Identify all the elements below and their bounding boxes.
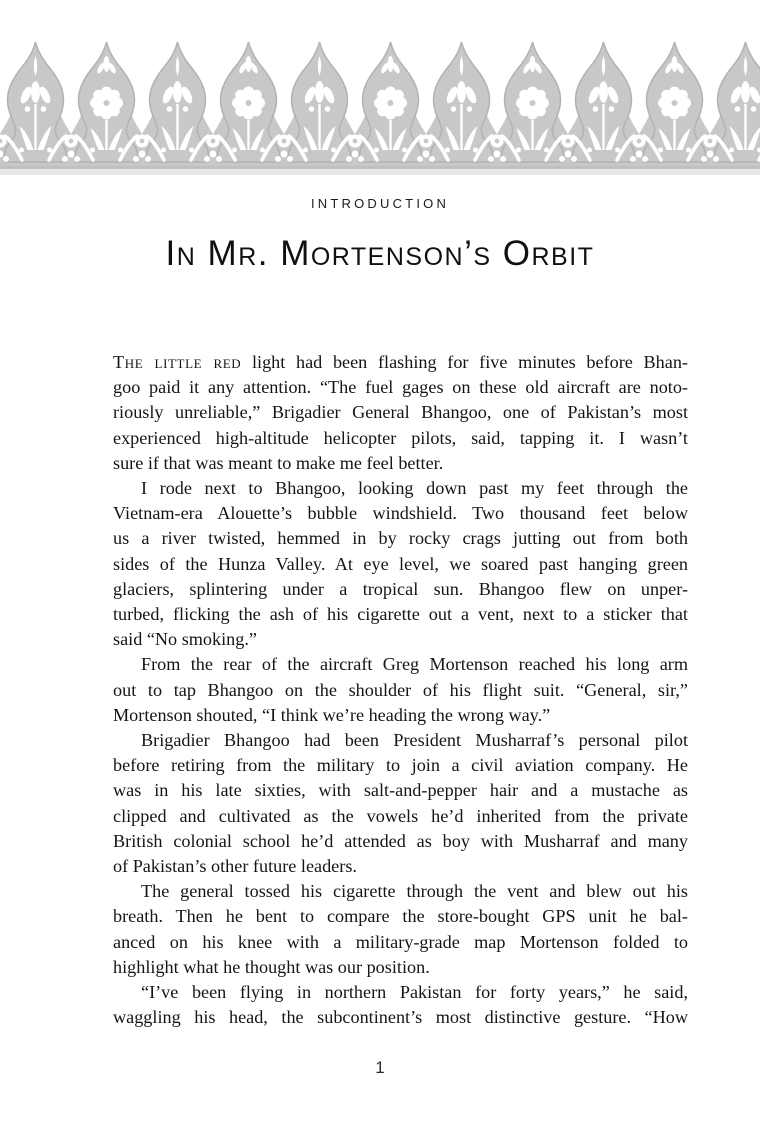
text-line: waggling his head, the subcontinent’s most distinctive gesture. “How bbox=[113, 1007, 688, 1028]
text-line: sure if that was meant to make me feel better. bbox=[113, 452, 444, 473]
paragraph bbox=[113, 476, 688, 652]
text-line: was in his late sixties, with salt-and-pepper hair and a mustache as bbox=[113, 780, 688, 801]
text-line: clipped and cultivated as the vowels he’d inherited from the private bbox=[113, 805, 688, 826]
text-line: British colonial school he’d attended as boy with Musharraf and many bbox=[113, 830, 688, 851]
section-label: INTRODUCTION bbox=[310, 196, 450, 211]
body-text bbox=[113, 350, 688, 1030]
paragraph bbox=[113, 980, 688, 1030]
chapter-title: In Mr. Mortenson’s Orbit bbox=[165, 234, 595, 273]
text-line: “I’ve been flying in northern Pakistan for forty years,” he said, bbox=[141, 982, 688, 1003]
lead-smallcaps: The little red bbox=[113, 352, 242, 372]
text-line: said “No smoking.” bbox=[113, 629, 257, 650]
text-line: goo paid it any attention. “The fuel gages on these old aircraft are noto- bbox=[113, 377, 688, 398]
text-line: of Pakistan’s other future leaders. bbox=[113, 856, 357, 877]
text-line: out to tap Bhangoo on the shoulder of his flight suit. “General, sir,” bbox=[113, 679, 688, 700]
paragraph bbox=[113, 879, 688, 980]
text-line: turbed, flicking the ash of his cigarette out a vent, next to a sticker that bbox=[113, 604, 688, 625]
text-line: before retiring from the military to join a civil aviation company. He bbox=[113, 755, 688, 776]
text-line: I rode next to Bhangoo, looking down past my feet through the bbox=[141, 478, 688, 499]
paragraph bbox=[113, 652, 688, 728]
paragraph bbox=[113, 350, 688, 476]
text-line: experienced high-altitude helicopter pilots, said, tapping it. I wasn’t bbox=[113, 427, 688, 448]
text-line: glaciers, splintering under a tropical sun. Bhangoo flew on unper- bbox=[113, 578, 688, 599]
text-line: The general tossed his cigarette through the vent and blew out his bbox=[141, 881, 688, 902]
text-line: sides of the Hunza Valley. At eye level, we soared past hanging green bbox=[113, 553, 688, 574]
text-line: Mortenson shouted, “I think we’re heading the wrong way.” bbox=[113, 704, 551, 725]
page-number: 1 bbox=[375, 1058, 385, 1077]
text-line: From the rear of the aircraft Greg Mortenson reached his long arm bbox=[141, 654, 688, 675]
text-line: us a river twisted, hemmed in by rocky crags jutting out from both bbox=[113, 528, 688, 549]
text-line: The little red light had been flashing for five minutes before Bhan- bbox=[113, 352, 688, 372]
text-line: riously unreliable,” Brigadier General Bhangoo, one of Pakistan’s most bbox=[113, 402, 688, 423]
ornamental-border-icon bbox=[0, 0, 760, 182]
paragraph bbox=[113, 728, 688, 879]
text-line: Brigadier Bhangoo had been President Musharraf’s personal pilot bbox=[141, 730, 688, 751]
text-line: Vietnam-era Alouette’s bubble windshield. Two thousand feet below bbox=[113, 503, 688, 524]
text-line: anced on his knee with a military-grade map Mortenson folded to bbox=[113, 931, 688, 952]
text-line: highlight what he thought was our position. bbox=[113, 956, 430, 977]
text-line: breath. Then he bent to compare the store-bought GPS unit he bal- bbox=[113, 906, 688, 927]
